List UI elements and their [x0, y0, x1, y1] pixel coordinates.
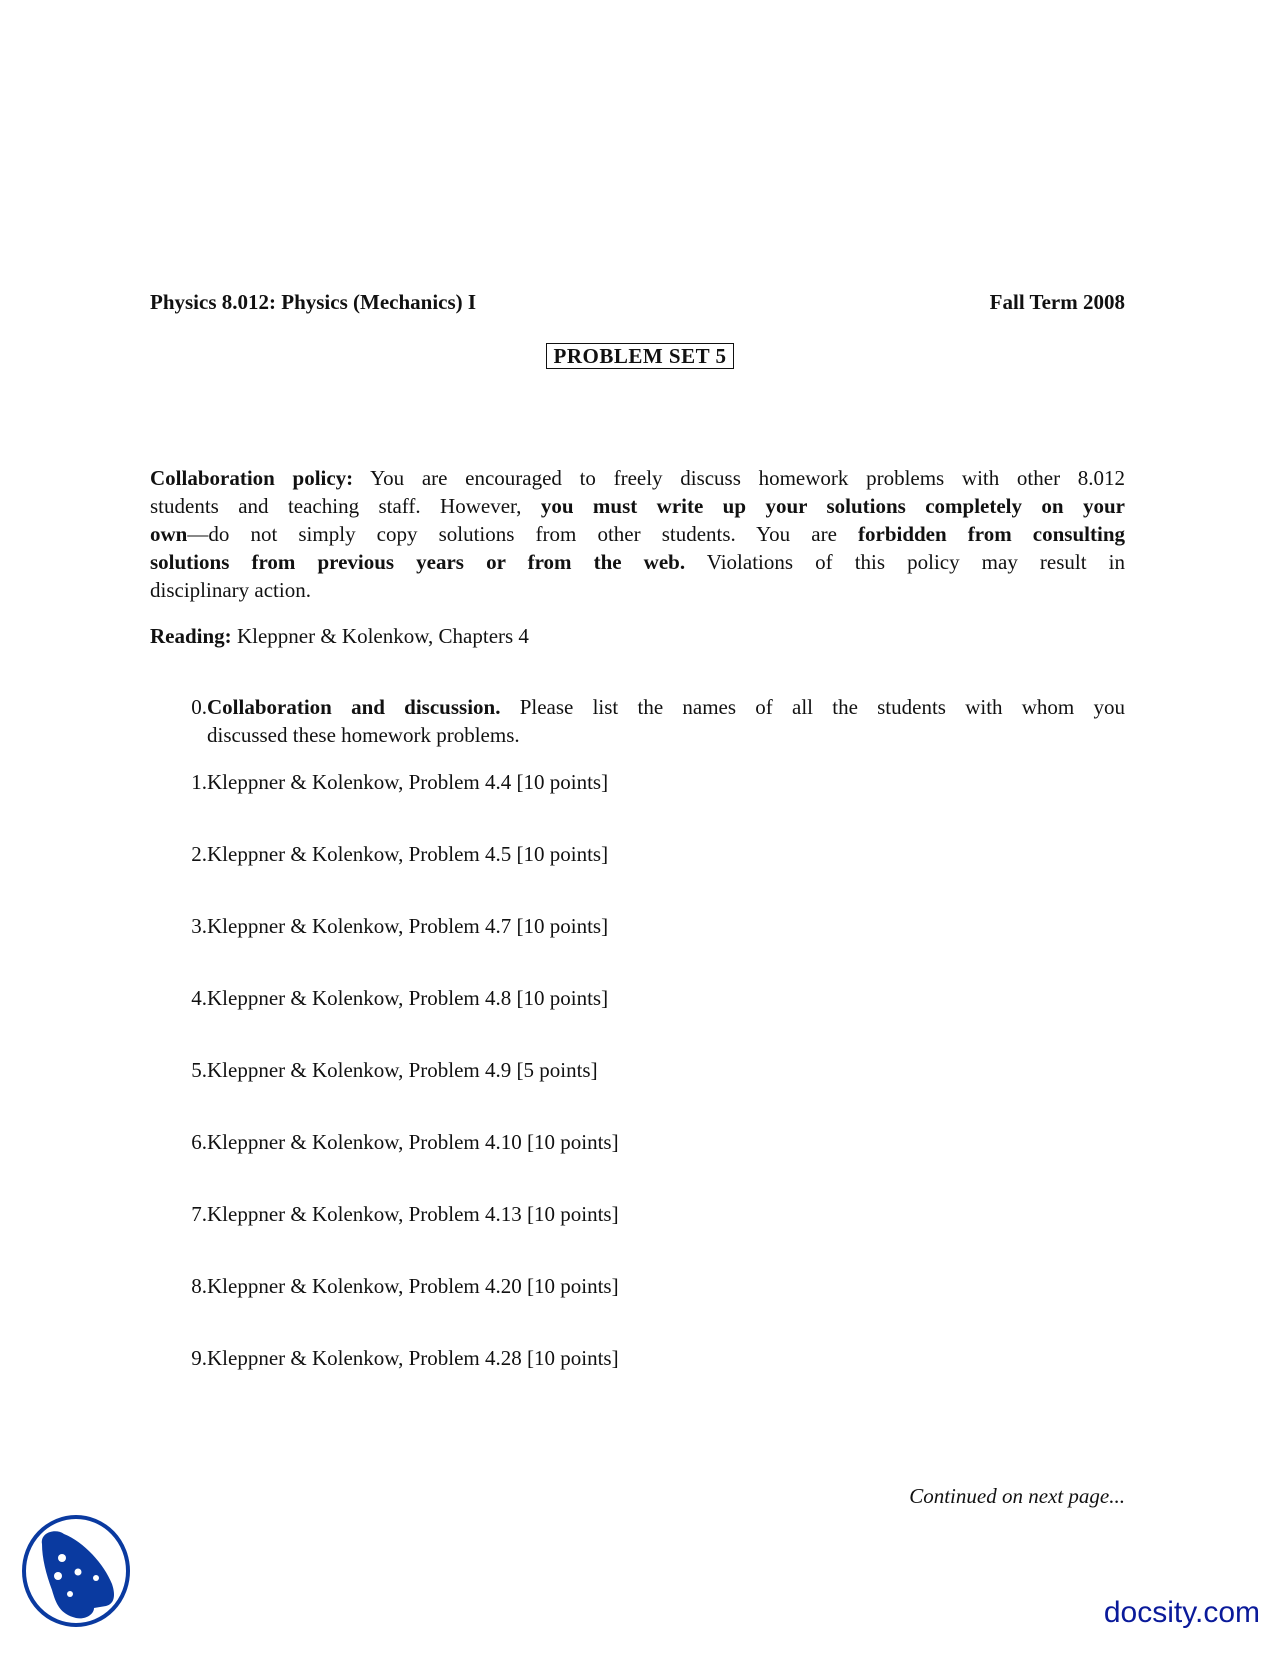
problem-text: Kleppner & Kolenkow, Problem 4.7 [10 points]	[207, 914, 609, 938]
problem-text: Kleppner & Kolenkow, Problem 4.5 [10 points]	[207, 842, 609, 866]
problem-text: Please list the names of all the students with whom you	[500, 695, 1125, 719]
problem-text: Kleppner & Kolenkow, Problem 4.9 [5 points]	[207, 1058, 598, 1082]
problem-number: 1.	[191, 770, 207, 794]
problem-item-9	[150, 1344, 619, 1372]
docsity-watermark[interactable]: docsity.com	[1103, 1596, 1260, 1629]
problem-item-1	[150, 768, 609, 796]
problem-number: 7.	[191, 1202, 207, 1226]
reading-text: Kleppner & Kolenkow, Chapters 4	[231, 624, 529, 648]
problem-item-2	[150, 840, 609, 868]
problem-number: 0.	[191, 695, 207, 719]
problem-text: Kleppner & Kolenkow, Problem 4.20 [10 points]	[207, 1274, 619, 1298]
policy-line	[150, 576, 1125, 604]
problem-item-6	[150, 1128, 619, 1156]
term: Fall Term 2008	[989, 290, 1125, 314]
policy-text: You are encouraged to freely discuss homework problems with other 8.012	[353, 466, 1125, 490]
course-title: Physics 8.012: Physics (Mechanics) I	[150, 290, 477, 314]
policy-text: Violations of this policy may result in	[685, 550, 1125, 574]
problem-number: 2.	[191, 842, 207, 866]
problem-item-7	[150, 1200, 619, 1228]
reading-label: Reading:	[150, 624, 232, 648]
policy-line	[150, 520, 1125, 548]
policy-line	[150, 464, 1125, 492]
policy-bold-text: Collaboration policy:	[150, 466, 354, 490]
problem-text-cont: discussed these homework problems.	[207, 723, 520, 747]
problem-number: 8.	[191, 1274, 207, 1298]
problem-text: Kleppner & Kolenkow, Problem 4.4 [10 points]	[207, 770, 609, 794]
problem-number: 5.	[191, 1058, 207, 1082]
policy-line	[150, 492, 1125, 520]
problem-item-5	[150, 1056, 598, 1084]
problem-item-0	[150, 693, 1125, 747]
problem-bold: Collaboration and discussion.	[207, 695, 501, 719]
problem-number: 9.	[191, 1346, 207, 1370]
problem-set-title: PROBLEM SET 5	[546, 343, 735, 369]
problem-item-4	[150, 984, 609, 1012]
continued-note: Continued on next page...	[909, 1484, 1125, 1508]
problem-text: Kleppner & Kolenkow, Problem 4.8 [10 points]	[207, 986, 609, 1010]
problem-item-8	[150, 1272, 619, 1300]
policy-bold-text: solutions from previous years or from the web.	[150, 550, 686, 574]
policy-line	[150, 548, 1125, 576]
policy-text: —do not simply copy solutions from other students. You are	[187, 522, 858, 546]
problem-item-3	[150, 912, 609, 940]
problem-text: Kleppner & Kolenkow, Problem 4.10 [10 points]	[207, 1130, 619, 1154]
docsity-logo-icon	[20, 1514, 132, 1634]
policy-text: students and teaching staff. However,	[150, 494, 541, 518]
problem-number: 4.	[191, 986, 207, 1010]
policy-text: disciplinary action.	[150, 578, 311, 602]
problem-number: 3.	[191, 914, 207, 938]
problem-number: 6.	[191, 1130, 207, 1154]
problem-set-title-wrap	[0, 344, 1280, 369]
policy-bold-text: you must write up your solutions completely on your	[540, 494, 1125, 518]
policy-bold-text: forbidden from consulting	[858, 522, 1126, 546]
reading	[150, 622, 1125, 650]
policy-bold-text: own	[150, 522, 188, 546]
problem-text: Kleppner & Kolenkow, Problem 4.28 [10 points]	[207, 1346, 619, 1370]
problem-text: Kleppner & Kolenkow, Problem 4.13 [10 points]	[207, 1202, 619, 1226]
